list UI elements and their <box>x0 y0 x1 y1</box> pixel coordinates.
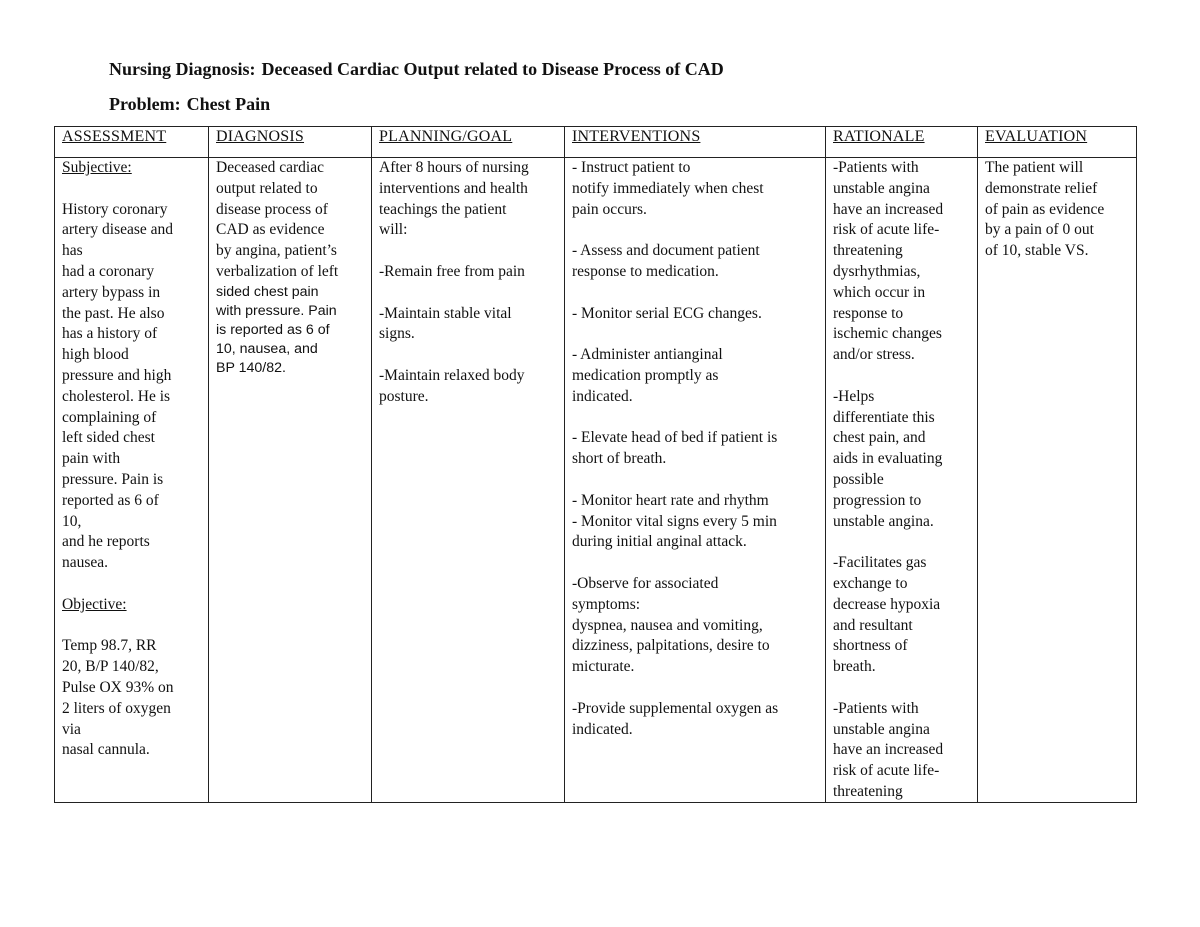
diagnosis-text-serif: Deceased cardiac output related to disease process of CAD as evidence by angina, patient’s verbalization of left <box>216 159 339 280</box>
evaluation-text: The patient will demonstrate relief of pain as evidence by a pain of 0 out of 10, stable VS. <box>985 159 1105 260</box>
planning-goal: -Remain free from pain <box>379 262 525 280</box>
care-plan-table <box>54 126 1137 803</box>
nursing-diagnosis-heading <box>109 58 724 80</box>
rationale-item: -Helps differentiate this chest pain, and aids in evaluating possible progression to unstable angina. <box>833 387 943 530</box>
intervention-item: - Instruct patient to notify immediately when chest pain occurs. <box>572 159 764 218</box>
intervention-item: - Assess and document patient response to medication. <box>572 242 760 280</box>
intervention-item: - Monitor serial ECG changes. <box>572 304 762 322</box>
problem-heading <box>109 93 270 115</box>
interventions-cell <box>565 158 826 803</box>
table-body-row <box>55 158 1137 803</box>
intervention-item: - Monitor heart rate and rhythm - Monitor vital signs every 5 min during initial anginal attack. <box>572 491 777 551</box>
planning-goal: -Maintain relaxed body posture. <box>379 366 525 405</box>
header-assessment: ASSESSMENT <box>55 127 209 158</box>
intervention-item: - Elevate head of bed if patient is short of breath. <box>572 429 778 468</box>
planning-goal: -Maintain stable vital signs. <box>379 304 512 343</box>
header-diagnosis: DIAGNOSIS <box>209 127 372 158</box>
rationale-clip <box>833 158 970 802</box>
subjective-text: History coronary artery disease and has had a coronary artery bypass in the past. He also has a history of high blood pressure and high cholesterol. He is complaining of left sided chest pain with pressure. Pain is reported as 6 of 10, and he reports nausea. <box>62 200 174 572</box>
nursing-diagnosis-text: Deceased Cardiac Output related to Disease Process of CAD <box>261 59 724 79</box>
subjective-label: Subjective: <box>62 159 132 176</box>
diagnosis-cell <box>209 158 372 803</box>
intervention-item: - Administer antianginal medication promptly as indicated. <box>572 346 723 405</box>
intervention-item: -Observe for associated symptoms: dyspnea, nausea and vomiting, dizziness, palpitations, desire to micturate. <box>572 574 770 676</box>
evaluation-cell <box>978 158 1137 803</box>
problem-label: Problem: <box>109 94 181 114</box>
rationale-item: -Patients with unstable angina have an increased risk of acute life- threatening dysrhythmias, which occur in response to ischemic changes and/or stress. <box>833 159 944 364</box>
header-rationale: RATIONALE <box>826 127 978 158</box>
header-planning-goal: PLANNING/GOAL <box>372 127 565 158</box>
rationale-item: -Patients with unstable angina have an increased risk of acute life- threatening <box>833 699 944 800</box>
header-interventions: INTERVENTIONS <box>565 127 826 158</box>
problem-text: Chest Pain <box>186 94 271 114</box>
header-evaluation: EVALUATION <box>978 127 1137 158</box>
objective-text: Temp 98.7, RR 20, B/P 140/82, Pulse OX 93% on 2 liters of oxygen via nasal cannula. <box>62 637 174 759</box>
assessment-cell <box>55 158 209 803</box>
rationale-item: -Facilitates gas exchange to decrease hypoxia and resultant shortness of breath. <box>833 554 941 676</box>
planning-cell <box>372 158 565 803</box>
table-header-row <box>55 127 1137 158</box>
planning-intro: After 8 hours of nursing interventions and health teachings the patient will: <box>379 159 529 239</box>
nursing-diagnosis-label: Nursing Diagnosis: <box>109 59 256 79</box>
diagnosis-text-sans: sided chest pain with pressure. Pain is reported as 6 of 10, nausea, and BP 140/82. <box>216 283 337 376</box>
rationale-cell <box>826 158 978 803</box>
objective-label: Objective: <box>62 595 127 613</box>
intervention-item: -Provide supplemental oxygen as indicated. <box>572 699 779 738</box>
